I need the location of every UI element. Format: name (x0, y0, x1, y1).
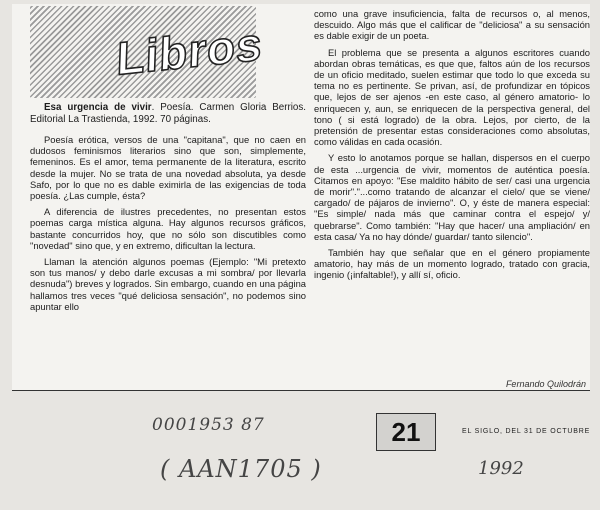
book-details: . Poesía. Carmen Gloria Berrios. Editorial La Trastienda, 1992. 70 páginas. (30, 102, 306, 125)
book-intro (30, 102, 306, 126)
paragraph: También hay que señalar que en el género propiamente amatorio, hay más de un momento logrado, tratado con gracia, ingenio (¡infaltable!), y allí sí, oficio. (314, 247, 590, 281)
paragraph: Llaman la atención algunos poemas (Ejemplo: "Mi pretexto son tus manos/ y debo darle excusas a mi sombra/ por llevarla desnuda") breves y logrados. Sin embargo, cuando en una página hallamos tres veces "qué deliciosa sensación", no podemos sino apuntar ello (30, 256, 306, 312)
section-title: Libros (115, 17, 264, 86)
page-number-box: 21 (376, 413, 436, 451)
paragraph: Poesía erótica, versos de una "capitana", que no caen en dudosos feminismos literarios sino que son, simplemente, femeninos. Es el amor, tema permanente de la literatura, escrito desde la mujer. No se trata de una novedad absoluta, ya desde Safo, por lo que no es dable eximirla de las exigencias de toda poesía. ¿Las cumple, ésta? (30, 134, 306, 202)
handwritten-year: 1992 (478, 458, 524, 479)
paragraph: Y esto lo anotamos porque se hallan, dispersos en el cuerpo de esta ...urgencia de vivir, momentos de auténtica poesía. Citamos en apoyo: "Ese maldito hábito de ser/ casi una urgencia de morir"."...como tratando de alcanzar el cielo/ que se viene/ cargado/ de pájaros de invierno". O, y éste de manera especial: "Es simple/ nada más que caminar contra el espejo/ y/ quebrarse". Como también: "Hay que hacer/ una ampliación/ en esta casa/ Ya no hay dónde/ guardar/ tanto silencio". (314, 152, 590, 242)
author-signature: Fernando Quilodrán (505, 379, 586, 389)
article-column-left (30, 102, 306, 317)
article-column-right (314, 8, 590, 286)
paragraph: El problema que se presenta a algunos escritores cuando abordan obras temáticas, es que que, faltos aún de los recursos de un oficio meditado, suelen estimar que todo lo que exceda su tema no es pertinente. Se privan, así, de profundizar en tópicos que, lejos de ser ajenos -en este caso, al género amatorio- lo enriquecen y, aun, se enriquecen de la perspectiva general, del tono ( si está logrado) de la obra. Lejos, por cierto, de la pretensión de presentar estas consideraciones como absolutas, como válidas en cada ocasión. (314, 46, 590, 148)
handwritten-number: 0001953 87 (152, 415, 265, 435)
section-header (30, 6, 264, 98)
newspaper-clipping (12, 4, 590, 391)
paragraph: A diferencia de ilustres precedentes, no presentan estos poemas carga mística alguna. Hay algunos recursos gráficos, bastante concurridos hoy, que no sólo son discutibles como "novedad" sino que, y en extremo, dificultan la lectura. (30, 206, 306, 251)
handwritten-code: ( AAN1705 ) (160, 455, 322, 483)
book-title: Esa urgencia de vivir (44, 102, 152, 113)
newspaper-name: EL SIGLO, DEL 31 DE OCTUBRE (462, 428, 591, 435)
paragraph: como una grave insuficiencia, falta de recursos o, al menos, descuido. Algo más que el calificar de "deliciosa" a su sensación es dable exigir de un poeta. (314, 8, 590, 42)
